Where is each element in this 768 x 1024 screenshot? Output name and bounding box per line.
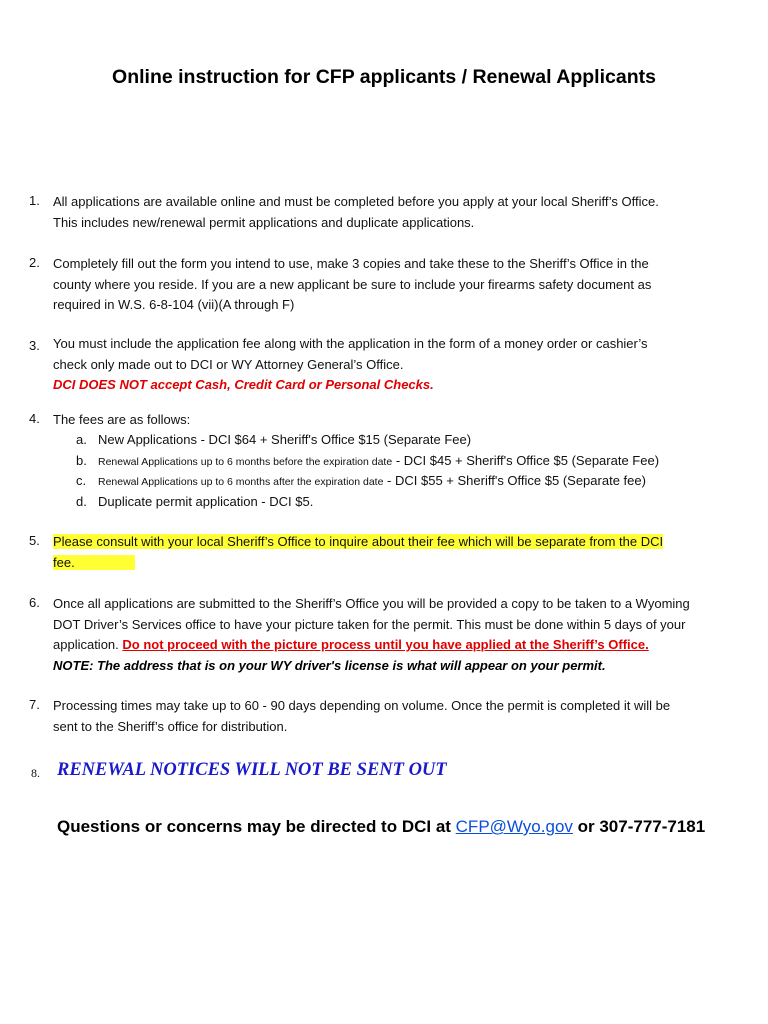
item-line-start: application.: [53, 637, 123, 652]
item-line: required in W.S. 6-8-104 (vii)(A through F): [53, 297, 295, 312]
item-number: 1.: [29, 193, 40, 208]
item-line: Completely fill out the form you intend to use, make 3 copies and take these to the Sheriff’s Office in the: [53, 256, 649, 271]
item-line: You must include the application fee along with the application in the form of a money order or cashier’s: [53, 336, 648, 351]
fee-main-text: - DCI $55 + Sheriff's Office $5 (Separate fee): [383, 473, 646, 488]
item-number: 3.: [29, 338, 40, 353]
fees-intro: The fees are as follows:: [53, 412, 191, 427]
highlighted-line: fee.: [53, 555, 135, 570]
address-note: NOTE: The address that is on your WY driver's license is what will appear on your permit.: [53, 657, 606, 673]
item-line: Once all applications are submitted to the Sheriff’s Office you will be provided a copy to be taken to a Wyoming: [53, 596, 690, 611]
item-line: Processing times may take up to 60 - 90 days depending on volume. Once the permit is completed it will be: [53, 698, 671, 713]
renewal-notice: RENEWAL NOTICES WILL NOT BE SENT OUT: [57, 760, 447, 780]
fee-letter: c.: [76, 473, 87, 488]
phone-text: or 307-777-7181: [572, 817, 706, 836]
item-text: [53, 594, 743, 676]
item-line: check only made out to DCI or WY Attorney General’s Office.: [53, 356, 404, 372]
fee-letter: a.: [76, 432, 87, 447]
item-line: This includes new/renewal permit applications and duplicate applications.: [53, 214, 475, 230]
fee-main-text: New Applications - DCI $64 + Sheriff's Office $15 (Separate Fee): [98, 432, 472, 447]
item-line: [53, 635, 743, 656]
item-number: 8.: [31, 766, 40, 780]
item-text: [53, 254, 743, 316]
contact-line: [57, 817, 705, 837]
fee-letter: d.: [76, 494, 87, 509]
item-text: [53, 532, 743, 573]
item-line: All applications are available online and must be completed before you apply at your local Sheriff’s Office.: [53, 194, 659, 209]
item-number: 2.: [29, 255, 40, 270]
item-text: [53, 334, 743, 396]
email-link[interactable]: CFP@Wyo.gov: [455, 817, 573, 836]
fee-letter: b.: [76, 453, 87, 468]
item-text: [53, 192, 743, 233]
fee-text: Duplicate permit application - DCI $5.: [98, 494, 314, 509]
payment-warning: DCI DOES NOT accept Cash, Credit Card or Personal Checks.: [53, 377, 434, 392]
fee-small-text: Renewal Applications up to 6 months after the expiration date: [98, 476, 384, 488]
fee-text: [98, 451, 659, 473]
picture-process-warning: Do not proceed with the picture process until you have applied at the Sheriff’s Office.: [122, 637, 649, 652]
contact-text: Questions or concerns may be directed to DCI at: [57, 817, 456, 836]
page-title: Online instruction for CFP applicants / Renewal Applicants: [112, 66, 656, 88]
item-number: 6.: [29, 595, 40, 610]
highlighted-line: Please consult with your local Sheriff’s Office to inquire about their fee which will be separate from the DCI: [53, 534, 664, 549]
item-line: county where you reside. If you are a new applicant be sure to include your firearms safety document as: [53, 276, 652, 292]
item-number: 5.: [29, 533, 40, 548]
fee-text: [98, 430, 471, 452]
fee-main-text: - DCI $45 + Sheriff's Office $5 (Separate Fee): [392, 453, 660, 468]
item-text: [53, 696, 743, 737]
item-line: sent to the Sheriff’s office for distribution.: [53, 718, 288, 734]
item-line: DOT Driver’s Services office to have your picture taken for the permit. This must be done within 5 days of your: [53, 616, 686, 632]
fee-text: [98, 471, 646, 493]
fee-small-text: Renewal Applications up to 6 months before the expiration date: [98, 456, 393, 468]
item-text: [53, 410, 743, 431]
item-number: 7.: [29, 697, 40, 712]
item-number: 4.: [29, 411, 40, 426]
